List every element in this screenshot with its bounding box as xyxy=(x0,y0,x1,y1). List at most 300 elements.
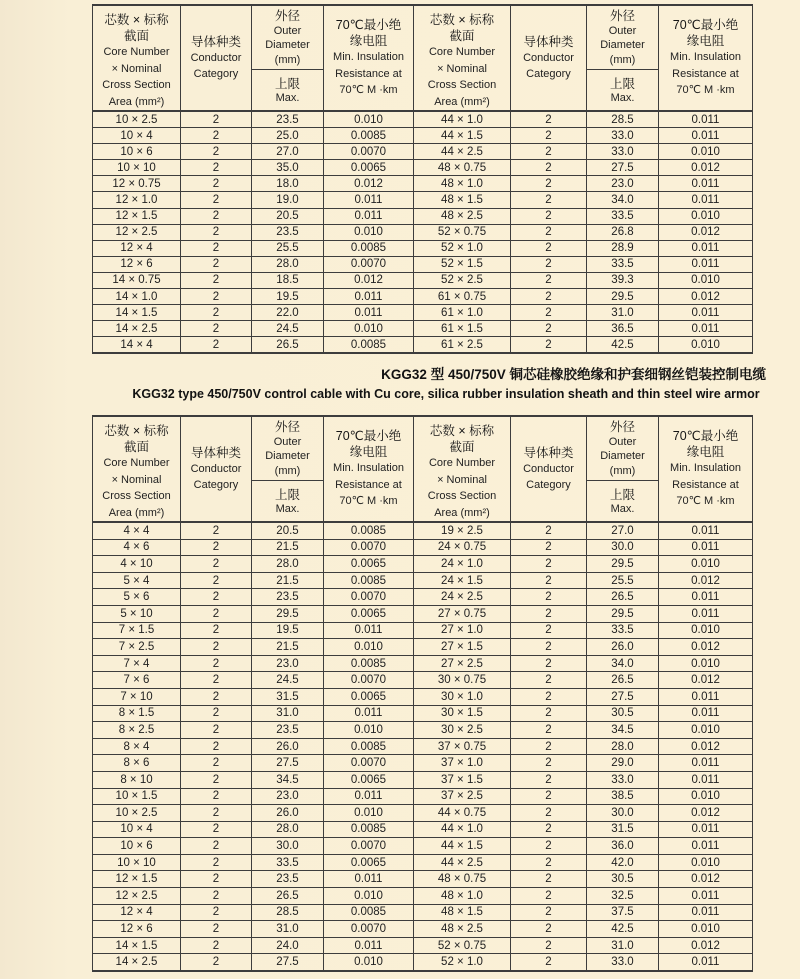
spec-table-kgg32 xyxy=(92,415,753,972)
insulation-resistance-cell: 0.011 xyxy=(659,589,753,606)
conductor-category-cell: 2 xyxy=(181,256,252,272)
core-size-cell: 48 × 1.0 xyxy=(414,888,511,905)
core-size-cell: 8 × 2.5 xyxy=(93,722,181,739)
outer-diameter-cell: 34.0 xyxy=(587,655,659,672)
outer-diameter-cell: 27.0 xyxy=(587,522,659,539)
core-size-cell: 30 × 2.5 xyxy=(414,722,511,739)
spec-table-upper-body xyxy=(93,111,753,353)
outer-diameter-cell: 33.0 xyxy=(587,771,659,788)
insulation-resistance-cell: 0.010 xyxy=(324,224,414,240)
insulation-resistance-cell: 0.0065 xyxy=(324,688,414,705)
outer-diameter-cell: 24.5 xyxy=(252,321,324,337)
header-conductor-category-2: 导体种类 Conductor Category xyxy=(511,416,587,522)
conductor-category-cell: 2 xyxy=(511,192,587,208)
conductor-category-cell: 2 xyxy=(181,738,252,755)
insulation-resistance-cell: 0.012 xyxy=(659,805,753,822)
insulation-resistance-cell: 0.011 xyxy=(324,937,414,954)
core-size-cell: 27 × 1.0 xyxy=(414,622,511,639)
conductor-category-cell: 2 xyxy=(511,705,587,722)
header-insulation-resistance: 70℃最小绝 缘电阻 Min. Insulation Resistance at 70℃ M ·km xyxy=(324,416,414,522)
outer-diameter-cell: 28.0 xyxy=(587,738,659,755)
table-row xyxy=(93,954,753,971)
insulation-resistance-cell: 0.011 xyxy=(324,305,414,321)
insulation-resistance-cell: 0.010 xyxy=(324,722,414,739)
conductor-category-cell: 2 xyxy=(511,904,587,921)
core-size-cell: 10 × 6 xyxy=(93,144,181,160)
insulation-resistance-cell: 0.0085 xyxy=(324,240,414,256)
core-size-cell: 27 × 1.5 xyxy=(414,639,511,656)
table-row xyxy=(93,639,753,656)
insulation-resistance-cell: 0.010 xyxy=(659,854,753,871)
outer-diameter-cell: 21.5 xyxy=(252,639,324,656)
core-size-cell: 12 × 0.75 xyxy=(93,176,181,192)
insulation-resistance-cell: 0.0070 xyxy=(324,755,414,772)
insulation-resistance-cell: 0.012 xyxy=(324,272,414,288)
table-row xyxy=(93,176,753,192)
insulation-resistance-cell: 0.011 xyxy=(659,904,753,921)
core-size-cell: 44 × 1.5 xyxy=(414,838,511,855)
insulation-resistance-cell: 0.011 xyxy=(324,208,414,224)
core-size-cell: 12 × 2.5 xyxy=(93,224,181,240)
outer-diameter-cell: 28.0 xyxy=(252,256,324,272)
core-size-cell: 12 × 4 xyxy=(93,240,181,256)
core-size-cell: 27 × 2.5 xyxy=(414,655,511,672)
outer-diameter-cell: 23.5 xyxy=(252,871,324,888)
core-size-cell: 37 × 1.5 xyxy=(414,771,511,788)
header-core-number: 芯数 × 标称 截面 Core Number × Nominal Cross Section Area (mm²) xyxy=(93,5,181,111)
core-size-cell: 52 × 2.5 xyxy=(414,272,511,288)
table-row xyxy=(93,688,753,705)
table-row xyxy=(93,838,753,855)
conductor-category-cell: 2 xyxy=(511,921,587,938)
insulation-resistance-cell: 0.011 xyxy=(659,888,753,905)
spec-table-upper xyxy=(92,4,753,354)
core-size-cell: 10 × 6 xyxy=(93,838,181,855)
core-size-cell: 4 × 4 xyxy=(93,522,181,539)
outer-diameter-cell: 23.0 xyxy=(252,788,324,805)
core-size-cell: 48 × 0.75 xyxy=(414,871,511,888)
conductor-category-cell: 2 xyxy=(181,522,252,539)
core-size-cell: 44 × 2.5 xyxy=(414,144,511,160)
insulation-resistance-cell: 0.011 xyxy=(324,622,414,639)
header-conductor-category-2: 导体种类 Conductor Category xyxy=(511,5,587,111)
conductor-category-cell: 2 xyxy=(511,821,587,838)
table-row xyxy=(93,305,753,321)
insulation-resistance-cell: 0.010 xyxy=(324,888,414,905)
core-size-cell: 10 × 4 xyxy=(93,128,181,144)
conductor-category-cell: 2 xyxy=(511,655,587,672)
outer-diameter-cell: 27.5 xyxy=(252,755,324,772)
conductor-category-cell: 2 xyxy=(181,838,252,855)
insulation-resistance-cell: 0.011 xyxy=(659,111,753,128)
table-row xyxy=(93,655,753,672)
conductor-category-cell: 2 xyxy=(511,639,587,656)
core-size-cell: 44 × 1.0 xyxy=(414,821,511,838)
outer-diameter-cell: 19.5 xyxy=(252,289,324,305)
outer-diameter-cell: 28.0 xyxy=(252,821,324,838)
conductor-category-cell: 2 xyxy=(511,240,587,256)
outer-diameter-cell: 30.5 xyxy=(587,705,659,722)
outer-diameter-cell: 28.9 xyxy=(587,240,659,256)
core-size-cell: 48 × 2.5 xyxy=(414,921,511,938)
outer-diameter-cell: 31.0 xyxy=(252,705,324,722)
conductor-category-cell: 2 xyxy=(511,771,587,788)
table-row xyxy=(93,722,753,739)
insulation-resistance-cell: 0.012 xyxy=(659,937,753,954)
insulation-resistance-cell: 0.011 xyxy=(659,240,753,256)
conductor-category-cell: 2 xyxy=(181,937,252,954)
insulation-resistance-cell: 0.012 xyxy=(324,176,414,192)
outer-diameter-cell: 23.5 xyxy=(252,722,324,739)
outer-diameter-cell: 34.5 xyxy=(587,722,659,739)
conductor-category-cell: 2 xyxy=(511,722,587,739)
conductor-category-cell: 2 xyxy=(181,144,252,160)
conductor-category-cell: 2 xyxy=(181,128,252,144)
conductor-category-cell: 2 xyxy=(181,556,252,573)
insulation-resistance-cell: 0.010 xyxy=(659,655,753,672)
conductor-category-cell: 2 xyxy=(181,240,252,256)
outer-diameter-cell: 24.0 xyxy=(252,937,324,954)
outer-diameter-cell: 27.5 xyxy=(252,954,324,971)
conductor-category-cell: 2 xyxy=(181,722,252,739)
insulation-resistance-cell: 0.011 xyxy=(324,289,414,305)
outer-diameter-cell: 42.5 xyxy=(587,921,659,938)
outer-diameter-cell: 29.5 xyxy=(587,556,659,573)
core-size-cell: 10 × 2.5 xyxy=(93,805,181,822)
table-row xyxy=(93,144,753,160)
core-size-cell: 14 × 1.5 xyxy=(93,305,181,321)
outer-diameter-cell: 26.0 xyxy=(587,639,659,656)
conductor-category-cell: 2 xyxy=(511,111,587,128)
table-row xyxy=(93,539,753,556)
insulation-resistance-cell: 0.012 xyxy=(659,738,753,755)
outer-diameter-cell: 20.5 xyxy=(252,522,324,539)
outer-diameter-cell: 26.5 xyxy=(587,589,659,606)
insulation-resistance-cell: 0.010 xyxy=(659,208,753,224)
core-size-cell: 52 × 0.75 xyxy=(414,937,511,954)
outer-diameter-cell: 26.5 xyxy=(252,888,324,905)
table-row xyxy=(93,111,753,128)
insulation-resistance-cell: 0.011 xyxy=(659,176,753,192)
conductor-category-cell: 2 xyxy=(181,639,252,656)
table-row xyxy=(93,272,753,288)
core-size-cell: 14 × 2.5 xyxy=(93,954,181,971)
conductor-category-cell: 2 xyxy=(511,224,587,240)
conductor-category-cell: 2 xyxy=(511,688,587,705)
insulation-resistance-cell: 0.010 xyxy=(659,556,753,573)
insulation-resistance-cell: 0.0085 xyxy=(324,128,414,144)
conductor-category-cell: 2 xyxy=(181,289,252,305)
insulation-resistance-cell: 0.011 xyxy=(659,305,753,321)
outer-diameter-cell: 23.5 xyxy=(252,589,324,606)
insulation-resistance-cell: 0.0065 xyxy=(324,160,414,176)
outer-diameter-cell: 30.0 xyxy=(587,539,659,556)
conductor-category-cell: 2 xyxy=(511,854,587,871)
outer-diameter-cell: 33.0 xyxy=(587,144,659,160)
outer-diameter-cell: 30.0 xyxy=(252,838,324,855)
conductor-category-cell: 2 xyxy=(511,805,587,822)
outer-diameter-cell: 29.5 xyxy=(587,289,659,305)
insulation-resistance-cell: 0.011 xyxy=(659,838,753,855)
insulation-resistance-cell: 0.0065 xyxy=(324,605,414,622)
conductor-category-cell: 2 xyxy=(511,838,587,855)
header-row xyxy=(93,416,753,522)
table-row xyxy=(93,160,753,176)
conductor-category-cell: 2 xyxy=(181,921,252,938)
table-row xyxy=(93,937,753,954)
conductor-category-cell: 2 xyxy=(511,337,587,354)
outer-diameter-cell: 26.0 xyxy=(252,805,324,822)
insulation-resistance-cell: 0.011 xyxy=(659,539,753,556)
insulation-resistance-cell: 0.010 xyxy=(659,337,753,354)
insulation-resistance-cell: 0.0085 xyxy=(324,738,414,755)
core-size-cell: 10 × 10 xyxy=(93,160,181,176)
core-size-cell: 12 × 2.5 xyxy=(93,888,181,905)
core-size-cell: 12 × 1.5 xyxy=(93,871,181,888)
core-size-cell: 30 × 1.0 xyxy=(414,688,511,705)
insulation-resistance-cell: 0.011 xyxy=(659,605,753,622)
outer-diameter-cell: 33.5 xyxy=(587,208,659,224)
core-size-cell: 37 × 2.5 xyxy=(414,788,511,805)
conductor-category-cell: 2 xyxy=(511,208,587,224)
outer-diameter-cell: 33.5 xyxy=(587,622,659,639)
core-size-cell: 7 × 2.5 xyxy=(93,639,181,656)
header-outer-diameter-2: 外径 Outer Diameter (mm) 上限 Max. xyxy=(587,5,659,111)
insulation-resistance-cell: 0.0070 xyxy=(324,144,414,160)
outer-diameter-cell: 35.0 xyxy=(252,160,324,176)
outer-diameter-cell: 30.5 xyxy=(587,871,659,888)
outer-diameter-cell: 31.5 xyxy=(587,821,659,838)
insulation-resistance-cell: 0.0085 xyxy=(324,904,414,921)
outer-diameter-cell: 33.5 xyxy=(252,854,324,871)
insulation-resistance-cell: 0.012 xyxy=(659,672,753,689)
insulation-resistance-cell: 0.011 xyxy=(659,688,753,705)
core-size-cell: 48 × 1.5 xyxy=(414,192,511,208)
outer-diameter-cell: 39.3 xyxy=(587,272,659,288)
table-row xyxy=(93,888,753,905)
outer-diameter-cell: 19.5 xyxy=(252,622,324,639)
core-size-cell: 4 × 10 xyxy=(93,556,181,573)
conductor-category-cell: 2 xyxy=(181,192,252,208)
conductor-category-cell: 2 xyxy=(181,805,252,822)
header-outer-diameter: 外径 Outer Diameter (mm) 上限 Max. xyxy=(252,416,324,522)
insulation-resistance-cell: 0.011 xyxy=(324,192,414,208)
insulation-resistance-cell: 0.011 xyxy=(659,256,753,272)
insulation-resistance-cell: 0.010 xyxy=(324,321,414,337)
core-size-cell: 8 × 1.5 xyxy=(93,705,181,722)
insulation-resistance-cell: 0.010 xyxy=(659,921,753,938)
header-conductor-category: 导体种类 Conductor Category xyxy=(181,416,252,522)
conductor-category-cell: 2 xyxy=(511,888,587,905)
conductor-category-cell: 2 xyxy=(511,272,587,288)
conductor-category-cell: 2 xyxy=(181,572,252,589)
conductor-category-cell: 2 xyxy=(181,337,252,354)
outer-diameter-cell: 24.5 xyxy=(252,672,324,689)
core-size-cell: 14 × 0.75 xyxy=(93,272,181,288)
core-size-cell: 7 × 4 xyxy=(93,655,181,672)
section-title-en: KGG32 type 450/750V control cable with Cu core, silica rubber insulation sheath and thin steel wire armor xyxy=(132,387,760,401)
table-row xyxy=(93,128,753,144)
conductor-category-cell: 2 xyxy=(511,128,587,144)
conductor-category-cell: 2 xyxy=(181,904,252,921)
spec-table-kgg32-body xyxy=(93,522,753,971)
core-size-cell: 52 × 1.5 xyxy=(414,256,511,272)
outer-diameter-cell: 28.5 xyxy=(587,111,659,128)
insulation-resistance-cell: 0.011 xyxy=(659,128,753,144)
insulation-resistance-cell: 0.0085 xyxy=(324,821,414,838)
outer-diameter-cell: 33.5 xyxy=(587,256,659,272)
core-size-cell: 48 × 1.5 xyxy=(414,904,511,921)
core-size-cell: 5 × 10 xyxy=(93,605,181,622)
outer-diameter-cell: 22.0 xyxy=(252,305,324,321)
core-size-cell: 10 × 2.5 xyxy=(93,111,181,128)
core-size-cell: 37 × 0.75 xyxy=(414,738,511,755)
insulation-resistance-cell: 0.010 xyxy=(659,622,753,639)
conductor-category-cell: 2 xyxy=(511,871,587,888)
core-size-cell: 37 × 1.0 xyxy=(414,755,511,772)
insulation-resistance-cell: 0.011 xyxy=(659,821,753,838)
conductor-category-cell: 2 xyxy=(181,589,252,606)
conductor-category-cell: 2 xyxy=(181,605,252,622)
insulation-resistance-cell: 0.012 xyxy=(659,639,753,656)
conductor-category-cell: 2 xyxy=(181,771,252,788)
core-size-cell: 14 × 1.0 xyxy=(93,289,181,305)
spec-table-kgg32-header xyxy=(93,416,753,522)
core-size-cell: 30 × 0.75 xyxy=(414,672,511,689)
core-size-cell: 61 × 1.5 xyxy=(414,321,511,337)
core-size-cell: 12 × 6 xyxy=(93,921,181,938)
insulation-resistance-cell: 0.0070 xyxy=(324,672,414,689)
table-row xyxy=(93,256,753,272)
core-size-cell: 14 × 2.5 xyxy=(93,321,181,337)
table-row xyxy=(93,854,753,871)
insulation-resistance-cell: 0.011 xyxy=(659,954,753,971)
insulation-resistance-cell: 0.0085 xyxy=(324,522,414,539)
insulation-resistance-cell: 0.0085 xyxy=(324,572,414,589)
core-size-cell: 14 × 1.5 xyxy=(93,937,181,954)
outer-diameter-cell: 34.0 xyxy=(587,192,659,208)
conductor-category-cell: 2 xyxy=(181,954,252,971)
conductor-category-cell: 2 xyxy=(181,821,252,838)
outer-diameter-cell: 42.5 xyxy=(587,337,659,354)
core-size-cell: 7 × 6 xyxy=(93,672,181,689)
header-outer-diameter-2: 外径 Outer Diameter (mm) 上限 Max. xyxy=(587,416,659,522)
table-row xyxy=(93,705,753,722)
insulation-resistance-cell: 0.0070 xyxy=(324,539,414,556)
table-row xyxy=(93,589,753,606)
core-size-cell: 8 × 10 xyxy=(93,771,181,788)
conductor-category-cell: 2 xyxy=(181,705,252,722)
insulation-resistance-cell: 0.011 xyxy=(659,755,753,772)
outer-diameter-cell: 28.5 xyxy=(252,904,324,921)
core-size-cell: 12 × 6 xyxy=(93,256,181,272)
outer-diameter-cell: 27.5 xyxy=(587,160,659,176)
header-outer-diameter: 外径 Outer Diameter (mm) 上限 Max. xyxy=(252,5,324,111)
conductor-category-cell: 2 xyxy=(181,655,252,672)
header-core-zh: 芯数 × 标称 xyxy=(104,13,169,27)
outer-diameter-cell: 18.0 xyxy=(252,176,324,192)
outer-diameter-cell: 33.0 xyxy=(587,954,659,971)
table-row xyxy=(93,771,753,788)
outer-diameter-cell: 32.5 xyxy=(587,888,659,905)
outer-diameter-cell: 26.8 xyxy=(587,224,659,240)
conductor-category-cell: 2 xyxy=(181,321,252,337)
insulation-resistance-cell: 0.011 xyxy=(659,321,753,337)
core-size-cell: 12 × 4 xyxy=(93,904,181,921)
core-size-cell: 48 × 1.0 xyxy=(414,176,511,192)
conductor-category-cell: 2 xyxy=(181,672,252,689)
conductor-category-cell: 2 xyxy=(511,755,587,772)
conductor-category-cell: 2 xyxy=(511,605,587,622)
outer-diameter-cell: 23.5 xyxy=(252,111,324,128)
header-conductor-category: 导体种类 Conductor Category xyxy=(181,5,252,111)
header-insulation-resistance: 70℃最小绝 缘电阻 Min. Insulation Resistance at 70℃ M ·km xyxy=(324,5,414,111)
conductor-category-cell: 2 xyxy=(511,289,587,305)
conductor-category-cell: 2 xyxy=(511,522,587,539)
conductor-category-cell: 2 xyxy=(511,572,587,589)
outer-diameter-cell: 33.0 xyxy=(587,128,659,144)
conductor-category-cell: 2 xyxy=(181,788,252,805)
table-row xyxy=(93,289,753,305)
outer-diameter-cell: 31.0 xyxy=(587,305,659,321)
conductor-category-cell: 2 xyxy=(181,176,252,192)
conductor-category-cell: 2 xyxy=(511,256,587,272)
outer-diameter-cell: 20.5 xyxy=(252,208,324,224)
outer-diameter-cell: 25.0 xyxy=(252,128,324,144)
core-size-cell: 44 × 1.5 xyxy=(414,128,511,144)
conductor-category-cell: 2 xyxy=(181,871,252,888)
core-size-cell: 4 × 6 xyxy=(93,539,181,556)
header-core-zh2: 截面 xyxy=(123,29,149,43)
table-row xyxy=(93,921,753,938)
insulation-resistance-cell: 0.011 xyxy=(659,771,753,788)
conductor-category-cell: 2 xyxy=(511,176,587,192)
insulation-resistance-cell: 0.010 xyxy=(659,722,753,739)
insulation-resistance-cell: 0.012 xyxy=(659,871,753,888)
outer-diameter-cell: 31.0 xyxy=(587,937,659,954)
table-row xyxy=(93,224,753,240)
conductor-category-cell: 2 xyxy=(181,755,252,772)
outer-diameter-cell: 27.0 xyxy=(252,144,324,160)
spec-table-upper-header xyxy=(93,5,753,111)
outer-diameter-cell: 30.0 xyxy=(587,805,659,822)
insulation-resistance-cell: 0.012 xyxy=(659,572,753,589)
outer-diameter-cell: 36.0 xyxy=(587,838,659,855)
core-size-cell: 48 × 2.5 xyxy=(414,208,511,224)
outer-diameter-cell: 25.5 xyxy=(587,572,659,589)
outer-diameter-cell: 21.5 xyxy=(252,539,324,556)
insulation-resistance-cell: 0.010 xyxy=(324,639,414,656)
core-size-cell: 8 × 6 xyxy=(93,755,181,772)
outer-diameter-cell: 29.0 xyxy=(587,755,659,772)
outer-diameter-cell: 31.0 xyxy=(252,921,324,938)
table-row xyxy=(93,208,753,224)
conductor-category-cell: 2 xyxy=(181,539,252,556)
insulation-resistance-cell: 0.0065 xyxy=(324,556,414,573)
conductor-category-cell: 2 xyxy=(511,937,587,954)
insulation-resistance-cell: 0.0085 xyxy=(324,337,414,354)
conductor-category-cell: 2 xyxy=(511,672,587,689)
table-row xyxy=(93,871,753,888)
core-size-cell: 10 × 10 xyxy=(93,854,181,871)
table-row xyxy=(93,805,753,822)
insulation-resistance-cell: 0.0065 xyxy=(324,854,414,871)
outer-diameter-cell: 29.5 xyxy=(252,605,324,622)
outer-diameter-cell: 27.5 xyxy=(587,688,659,705)
conductor-category-cell: 2 xyxy=(181,208,252,224)
insulation-resistance-cell: 0.011 xyxy=(324,788,414,805)
core-size-cell: 44 × 2.5 xyxy=(414,854,511,871)
